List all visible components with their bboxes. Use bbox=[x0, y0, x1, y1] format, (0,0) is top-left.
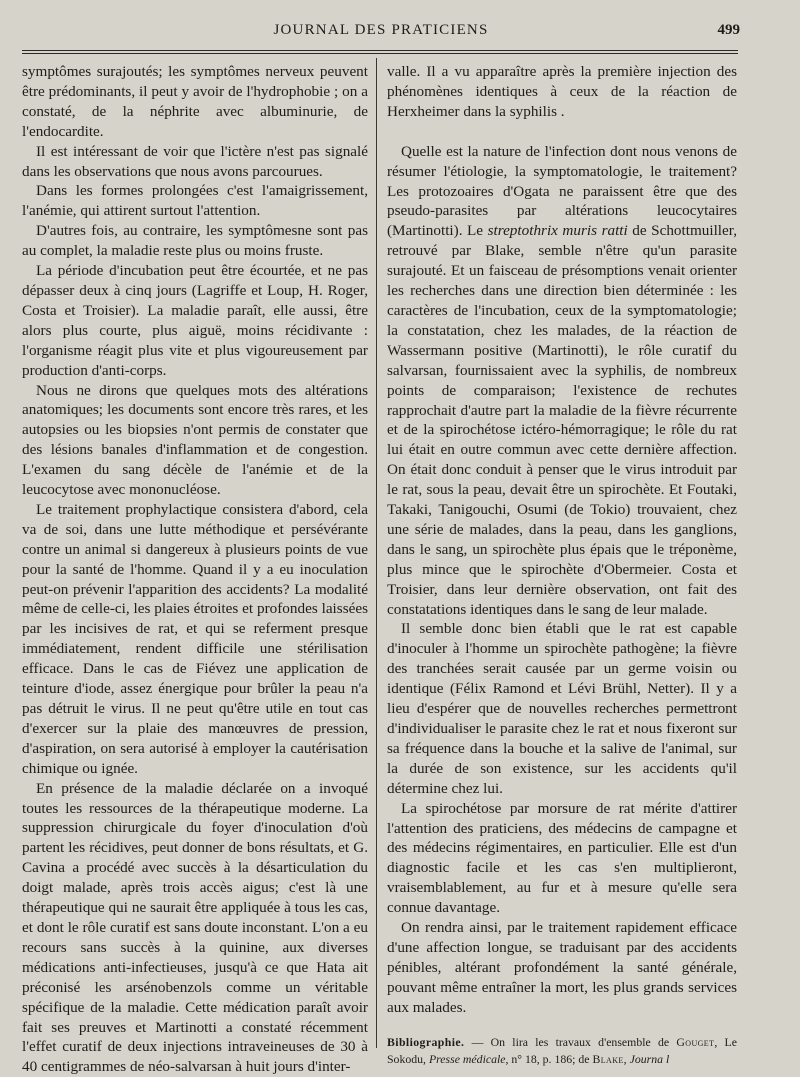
paragraph-text: Quelle est la nature de l'infection dont nous venons de résumer l'étiologie, la symptomatologie, le traitement? Les protozoaires d'Ogata ne paraissent être que des pseudo-parasites par altérations leucocytaires (Martinotti). Le bbox=[387, 142, 737, 240]
paragraph: Nous ne dirons que quelques mots des altérations anatomiques; les documents sont encore très rares, et les autopsies ou les biopsies n'ont permis de constater que des lésions banales d'inflammation et de congestion. L'examen du sang décèle de l'anémie et de la leucocytose avec mononucléose. bbox=[22, 381, 368, 499]
left-column bbox=[22, 62, 368, 1077]
header-rule-thin bbox=[22, 53, 738, 54]
paragraph: On rendra ainsi, par le traitement rapidement efficace d'une affection longue, se traduisant par des accidents pénibles, altérant profondément la santé générale, pouvant même entraîner la mort, les plus grands services aux malades. bbox=[387, 919, 737, 1016]
journal-title: JOURNAL DES PRATICIENS bbox=[273, 22, 489, 38]
paragraph: En présence de la maladie déclarée on a invoqué toutes les ressources de la thérapeutique moderne. La suppression chirurgicale du foyer d'inoculation d'où partent les récidives, peut donner de bons résultats, et G. Cavina a procédé avec succès à la désarticulation du doigt malade, après trois accès aigus; c'est là une thérapeutique qui ne saurait être appliquée à tous les cas, et dont le rôle curatif est sans doute inconstant. L'on a eu recours sans succès à la quinine, aux diverses médications anti-infectieuses, jusqu'à ce que Hata ait préconisé les arsénobenzols comme un véritable spécifique de la maladie. Cette médication paraît avoir fait ses preuves et Martinotti a constaté récemment l'effet curatif de deux injections intraveineuses de 30 à 40 centigrammes de néo-salvarsan à huit jours d'inter- bbox=[22, 779, 368, 1076]
header-rule bbox=[22, 50, 738, 51]
paragraph bbox=[387, 142, 737, 620]
bibliography-text: — On lira les travaux d'ensemble de bbox=[464, 1034, 677, 1049]
paragraph: valle. Il a vu apparaître après la première injection des phénomènes identiques à ceux de la réaction de Herxheimer dans la syphilis . bbox=[387, 63, 737, 120]
paragraph: Il est intéressant de voir que l'ictère n'est pas signalé dans les observations que nous avons parcourues. bbox=[22, 142, 368, 180]
right-column bbox=[387, 62, 737, 1068]
paragraph: La spirochétose par morsure de rat mérite d'attirer l'attention des praticiens, des médecins de campagne et des médecins régimentaires, en particulier. Elle est d'un diagnostic facile et les cas s'en multiplieront, vraisemblablement, au fur et à mesure qu'elle sera connue davantage. bbox=[387, 799, 737, 917]
bibliography-journal: Journa l bbox=[629, 1051, 670, 1066]
bibliography bbox=[387, 1034, 737, 1068]
paragraph: Dans les formes prolongées c'est l'amaigrissement, l'anémie, qui attirent surtout l'attention. bbox=[22, 182, 368, 220]
bibliography-label: Bibliographie. bbox=[387, 1034, 465, 1049]
column-divider bbox=[376, 58, 377, 1048]
bibliography-author: Blake bbox=[592, 1051, 624, 1066]
paragraph: D'autres fois, au contraire, les symptômesne sont pas au complet, la maladie reste plus ou moins fruste. bbox=[22, 222, 368, 260]
bibliography-author: Gouget bbox=[676, 1034, 715, 1049]
species-name: streptothrix muris ratti bbox=[487, 222, 628, 240]
bibliography-text: , bbox=[623, 1051, 630, 1066]
page-number: 499 bbox=[717, 22, 740, 38]
bibliography-text: , Le Sokodu, bbox=[387, 1034, 737, 1066]
paragraph-text: de Schottmuiller, retrouvé par Blake, semble n'être qu'un parasite surajouté. Et un faisceau de présomptions venait orienter les recherches dans une direction bien déterminée : les caractères de l'incubation, ceux de la symptomatologie; la constatation, chez les malades, de la réaction de Wassermann positive (Martinotti), le rôle curatif du salvarsan, fournissaient avec la syphilis, de nombreux points de comparaison; l'existence de rechutes rapprochait d'autre part la maladie de la fièvre récurrente et de la spirochétose ictéro-hémorragique; le rôle du rat lui était en outre commun avec cette dernière affection. On était donc conduit à penser que le virus introduit par le rat, sous la peau, devait être un spirochète. Et Foutaki, Takaki, Tanigouchi, Osumi (de Tokio) trouvaient, chez une série de malades, dans la peau, dans les ganglions, dans le sang, un spirochète plus épais que le tréponème, plus mince que le spirochète d'Obermeier. Costa et Troisier, dans leur dernière observation, ont fait des constatations identiques dans le sang de leur malade. bbox=[387, 222, 737, 618]
bibliography-text: , n° 18, p. 186; de bbox=[505, 1051, 593, 1066]
paragraph: La période d'incubation peut être écourtée, et ne pas dépasser deux à cinq jours (Lagriffe et Loup, H. Roger, Costa et Troisier). La maladie paraît, elle aussi, être alors plus courte, plus aiguë, moins récidivante : l'organisme réagit plus vite et plus vigoureusement par production d'anti-corps. bbox=[22, 262, 368, 379]
running-header bbox=[22, 22, 740, 48]
bibliography-journal: Presse médicale bbox=[428, 1051, 506, 1066]
paragraph: symptômes surajoutés; les symptômes nerveux peuvent être prédominants, il peut y avoir de l'hydrophobie ; on a constaté, de la néphrite avec albuminurie, de l'endocardite. bbox=[22, 63, 368, 140]
paragraph: Le traitement prophylactique consistera d'abord, cela va de soi, dans une lutte méthodique et persévérante contre un animal si dangereux à plusieurs points de vue pour la santé de l'homme. Quand il y a eu inoculation peut-on prévenir l'apparition des accidents? La modalité même de celle-ci, les plaies étroites et profondes laissées par les incisives de rat, et qui se referment presque immédiatement, rendent difficile une stérilisation efficace. Dans le cas de Fiévez une application de teinture d'iode, assez énergique pour brûler la peau n'a pas détruit le virus. Il ne peut qu'être utile en tout cas d'exercer sur la plaie des manœuvres de pression, d'aspiration, on sera autorisé à employer la cautérisation chimique ou ignée. bbox=[22, 500, 368, 777]
paragraph: Il semble donc bien établi que le rat est capable d'inoculer à l'homme un spirochète pathogène; la fièvre des tranchées serait causée par un germe voisin ou identique (Félix Ramond et Lévi Brühl, Netter). Il y a lieu d'espérer que de nouvelles recherches permettront d'individualiser le parasite chez le rat et nous fixeront sur sa fréquence dans la bouche et la salive de l'animal, sur la durée de son existence, sur les accidents qu'il détermine chez lui. bbox=[387, 620, 737, 797]
